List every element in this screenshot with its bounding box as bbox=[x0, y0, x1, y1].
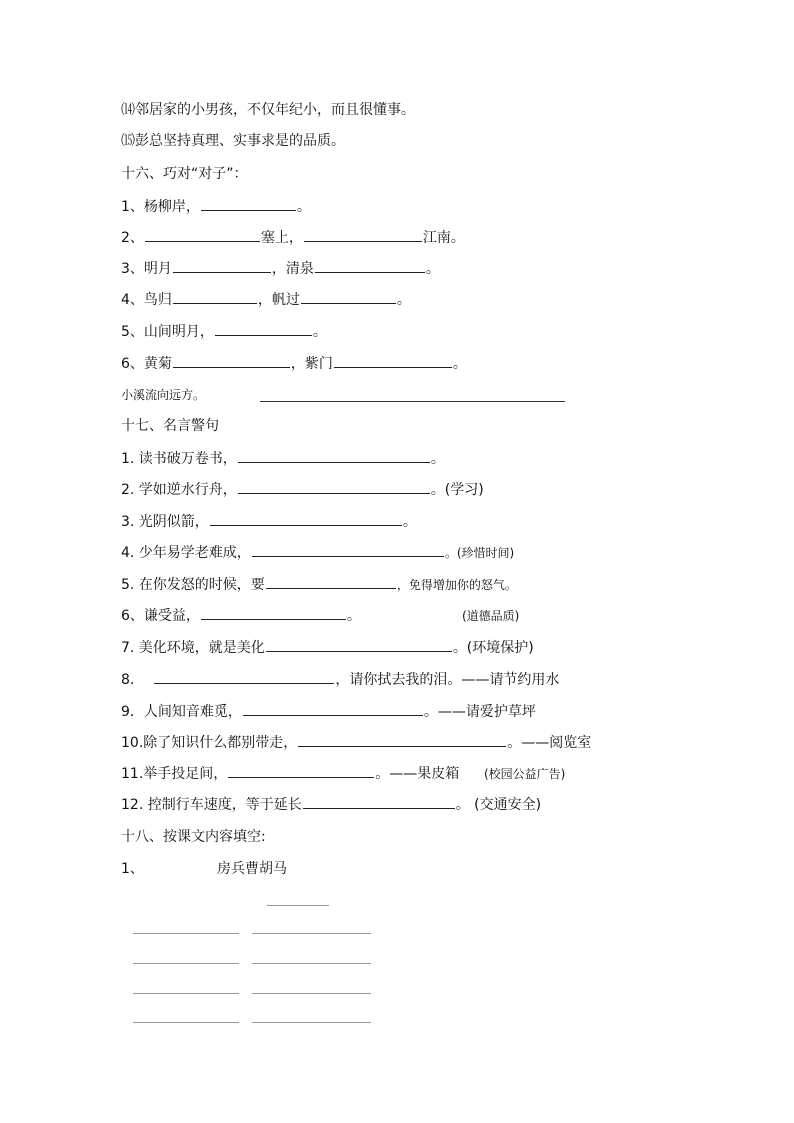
answer-blank[interactable] bbox=[252, 543, 444, 557]
answer-blank[interactable] bbox=[315, 259, 425, 273]
poem-line[interactable] bbox=[133, 963, 239, 964]
answer-blank[interactable] bbox=[266, 575, 396, 589]
answer-blank[interactable] bbox=[243, 702, 423, 716]
sentence-15: ⒂彭总坚持真理、实事求是的品质。 bbox=[121, 133, 345, 149]
recite-1-number: 1、 bbox=[121, 861, 144, 877]
poem-line[interactable] bbox=[133, 933, 239, 934]
sentence-14: ⒁邻居家的小男孩，不仅年纪小，而且很懂事。 bbox=[121, 102, 415, 118]
poem-line[interactable] bbox=[133, 993, 239, 994]
couplet-5: 5、山间明月， 。 bbox=[121, 324, 327, 340]
quote-10: 10.除了知识什么都别带走， 。——阅览室 bbox=[121, 735, 592, 751]
answer-blank[interactable] bbox=[298, 733, 506, 747]
quote-5: 5. 在你发怒的时候，要 ，免得增加你的怒气。 bbox=[121, 577, 517, 593]
answer-blank[interactable] bbox=[215, 322, 312, 336]
quote-7: 7. 美化环境，就是美化 。(环境保护) bbox=[121, 640, 534, 656]
answer-blank[interactable] bbox=[334, 354, 452, 368]
answer-blank[interactable] bbox=[238, 449, 430, 463]
answer-blank[interactable] bbox=[228, 764, 374, 778]
answer-blank[interactable] bbox=[173, 290, 257, 304]
answer-blank[interactable] bbox=[304, 228, 422, 242]
section-18-title: 十八、按课文内容填空: bbox=[121, 829, 266, 845]
quote-1: 1. 读书破万卷书， 。 bbox=[121, 451, 445, 467]
quote-6: 6、谦受益， 。 bbox=[121, 608, 361, 624]
couplet-7: 小溪流向远方。 bbox=[121, 388, 206, 402]
couplet-3: 3、明月 ，清泉 。 bbox=[121, 261, 440, 277]
quote-12: 12. 控制行车速度，等于延长 。 (交通安全) bbox=[121, 797, 542, 813]
answer-blank[interactable] bbox=[145, 228, 260, 242]
answer-blank[interactable] bbox=[201, 197, 296, 211]
couplet-1: 1、杨柳岸， 。 bbox=[121, 199, 311, 215]
answer-blank[interactable] bbox=[301, 290, 396, 304]
poem-title: 房兵曹胡马 bbox=[217, 861, 287, 877]
poem-line[interactable] bbox=[252, 963, 371, 964]
answer-blank[interactable] bbox=[173, 354, 290, 368]
author-line[interactable] bbox=[267, 905, 329, 906]
quote-2: 2. 学如逆水行舟， 。(学习) bbox=[121, 482, 484, 498]
quote-11: 11.举手投足间， 。——果皮箱 bbox=[121, 766, 460, 782]
answer-blank[interactable] bbox=[238, 480, 430, 494]
poem-line[interactable] bbox=[252, 933, 371, 934]
answer-line[interactable] bbox=[260, 401, 565, 402]
poem-line[interactable] bbox=[252, 993, 371, 994]
quote-11-category: (校园公益广告) bbox=[484, 767, 566, 781]
quote-4: 4. 少年易学老难成， 。(珍惜时间) bbox=[121, 545, 515, 561]
section-17-title: 十七、名言警句 bbox=[121, 418, 219, 434]
answer-blank[interactable] bbox=[303, 795, 455, 809]
quote-6-category: (道德品质) bbox=[462, 609, 520, 623]
quote-8: 8. ，请你拭去我的泪。——请节约用水 bbox=[121, 672, 560, 688]
answer-blank[interactable] bbox=[201, 606, 346, 620]
quote-9: 9．人间知音难觅， 。——请爱护草坪 bbox=[121, 704, 536, 720]
answer-blank[interactable] bbox=[266, 638, 452, 652]
answer-blank[interactable] bbox=[173, 259, 271, 273]
poem-line[interactable] bbox=[133, 1022, 239, 1023]
poem-line[interactable] bbox=[252, 1022, 371, 1023]
answer-blank[interactable] bbox=[154, 670, 334, 684]
couplet-2: 2、 塞上， 江南。 bbox=[121, 230, 465, 246]
couplet-4: 4、鸟归 ，帆过 。 bbox=[121, 292, 411, 308]
section-16-title: 十六、巧对“对子”： bbox=[121, 166, 248, 182]
couplet-6: 6、黄菊 ，紫门 。 bbox=[121, 356, 467, 372]
answer-blank[interactable] bbox=[210, 512, 402, 526]
quote-3: 3. 光阴似箭， 。 bbox=[121, 514, 417, 530]
